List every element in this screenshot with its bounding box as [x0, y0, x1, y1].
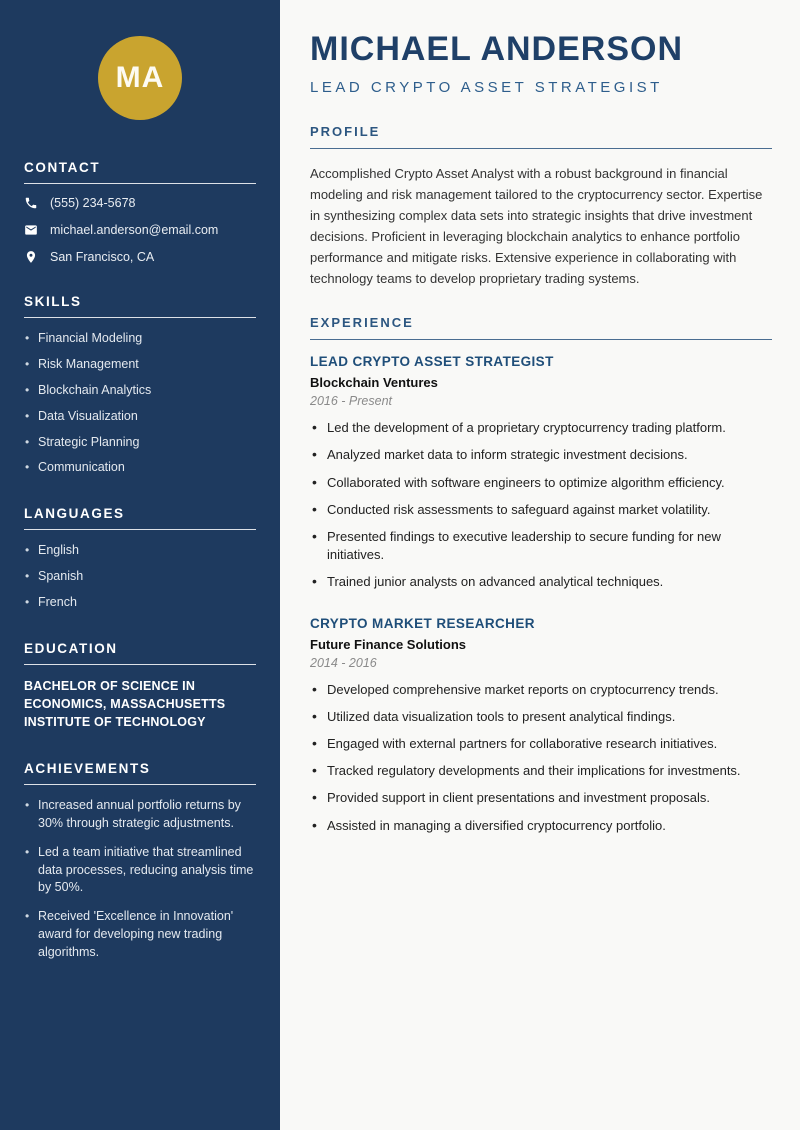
job-role: CRYPTO MARKET RESEARCHER — [310, 615, 535, 631]
languages-list — [24, 542, 256, 611]
skills-section-title: SKILLS — [24, 294, 256, 318]
experience-section — [310, 315, 772, 834]
achievements-section — [24, 761, 256, 961]
profile-section — [310, 124, 772, 289]
skill-item: • Communication — [24, 459, 256, 476]
main-content — [280, 0, 800, 1130]
achievement-item: • Led a team initiative that streamlined data processes, reducing analysis time by 50%. — [24, 844, 256, 897]
experience-section-title: EXPERIENCE — [310, 315, 772, 340]
candidate-name: MICHAEL ANDERSON — [310, 30, 684, 68]
languages-section-title: LANGUAGES — [24, 506, 256, 530]
job-company: Future Finance Solutions — [310, 636, 467, 652]
achievements-list — [24, 797, 256, 961]
location-pin-icon — [24, 250, 38, 264]
email-icon — [24, 223, 38, 237]
contact-section — [24, 160, 256, 264]
job-bullet: • Presented findings to executive leadership to secure funding for new initiatives. — [310, 528, 772, 564]
contact-phone-value: (555) 234-5678 — [50, 196, 136, 210]
language-item: • Spanish — [24, 568, 256, 585]
job-dates: 2016 - Present — [310, 394, 392, 409]
sidebar — [0, 0, 280, 1130]
skill-item: • Data Visualization — [24, 408, 256, 425]
skill-item: • Financial Modeling — [24, 330, 256, 347]
contact-phone-row — [24, 196, 256, 210]
language-item: • English — [24, 542, 256, 559]
skill-item: • Strategic Planning — [24, 434, 256, 451]
phone-icon — [24, 196, 38, 210]
profile-section-title: PROFILE — [310, 124, 772, 149]
education-section-title: EDUCATION — [24, 641, 256, 665]
education-section — [24, 641, 256, 731]
achievements-section-title: ACHIEVEMENTS — [24, 761, 256, 785]
experience-job — [310, 616, 772, 835]
profile-text: Accomplished Crypto Asset Analyst with a robust background in financial modeling and risk management tailored to the cryptocurrency sector. Expertise in synthesizing complex data sets into strategic insights that drive investment decisions. Proficient in leveraging blockchain analytics to enhance portfolio performance and mitigate risks. Extensive experience in collaborating with technology teams to develop proprietary trading systems. — [310, 166, 763, 287]
job-company: Blockchain Ventures — [310, 375, 438, 391]
job-bullet-list — [310, 681, 772, 835]
job-bullet: • Analyzed market data to inform strategic investment decisions. — [310, 446, 772, 464]
achievement-item: • Received 'Excellence in Innovation' award for developing new trading algorithms. — [24, 908, 256, 961]
job-bullet: • Provided support in client presentations and investment proposals. — [310, 789, 772, 807]
job-bullet: • Led the development of a proprietary cryptocurrency trading platform. — [310, 419, 772, 437]
job-bullet: • Utilized data visualization tools to present analytical findings. — [310, 708, 772, 726]
experience-job — [310, 354, 772, 591]
job-bullet: • Collaborated with software engineers to optimize algorithm efficiency. — [310, 474, 772, 492]
candidate-job-title: LEAD CRYPTO ASSET STRATEGIST — [310, 79, 663, 96]
education-degree: BACHELOR OF SCIENCE IN ECONOMICS, MASSACHUSETTS INSTITUTE OF TECHNOLOGY — [24, 678, 226, 730]
skills-section — [24, 294, 256, 476]
job-bullet: • Conducted risk assessments to safeguard against market volatility. — [310, 501, 772, 519]
avatar-initials: MA — [115, 61, 165, 94]
skill-item: • Risk Management — [24, 356, 256, 373]
skill-item: • Blockchain Analytics — [24, 382, 256, 399]
avatar — [98, 36, 182, 120]
job-bullet: • Tracked regulatory developments and their implications for investments. — [310, 762, 772, 780]
job-bullet-list — [310, 419, 772, 591]
job-dates: 2014 - 2016 — [310, 655, 377, 670]
achievement-item: • Increased annual portfolio returns by 30% through strategic adjustments. — [24, 797, 256, 833]
language-item: • French — [24, 594, 256, 611]
skills-list — [24, 330, 256, 476]
contact-email-value: michael.anderson@email.com — [50, 223, 219, 237]
job-bullet: • Trained junior analysts on advanced analytical techniques. — [310, 573, 772, 591]
contact-location-value: San Francisco, CA — [50, 250, 155, 264]
contact-email-row — [24, 223, 256, 237]
job-role: LEAD CRYPTO ASSET STRATEGIST — [310, 354, 554, 370]
job-bullet: • Assisted in managing a diversified cryptocurrency portfolio. — [310, 817, 772, 835]
languages-section — [24, 506, 256, 611]
contact-section-title: CONTACT — [24, 160, 256, 184]
job-bullet: • Engaged with external partners for collaborative research initiatives. — [310, 735, 772, 753]
contact-location-row — [24, 250, 256, 264]
job-bullet: • Developed comprehensive market reports on cryptocurrency trends. — [310, 681, 772, 699]
